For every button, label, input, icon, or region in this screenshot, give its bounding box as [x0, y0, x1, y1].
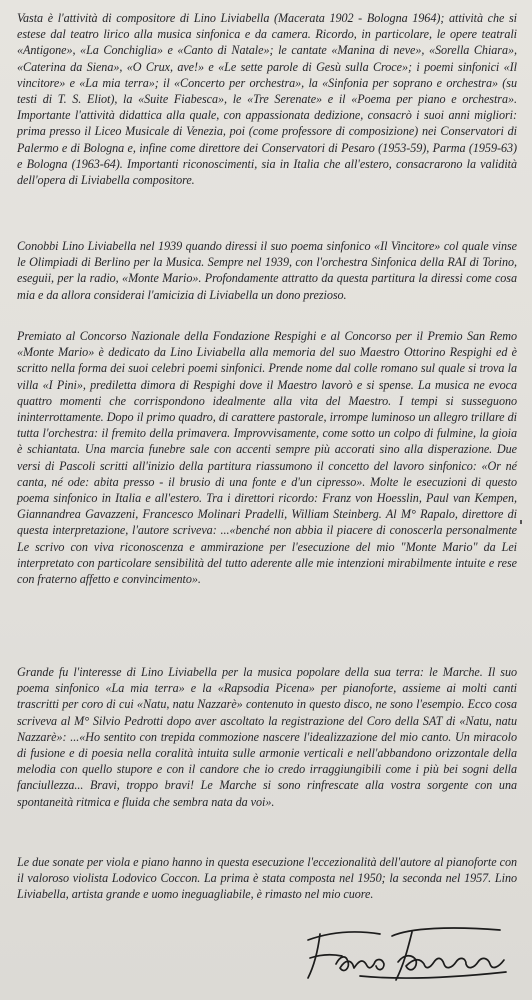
- paragraph-marche-folk-music: Grande fu l'interesse di Lino Liviabella per la musica popolare della sua terra: le Marche. Il suo poema sinfonico «La mia terra» e la «Rapsodia Picena» per pianoforte, assieme ai molti canti trascritti per coro di cui «Natu, natu Nazzarè» contenuto in questo disco, ne sono l'esempio. Ecco cosa scriveva al M° Silvio Pedrotti dopo aver ascoltato la registrazione del Coro della SAT di «Natu, natu Nazzarè»: ...«Ho sentito con trepida commozione nascere l'idealizzazione del mio canto. Un miracolo di fusione e di poesia nella coralità intuita sulle armonie verticali e nell'abbandono orizzontale della melodia con quello stupore e con il candore che io credo irraggiungibili come i più bei sogni della fanciullezza... Bravi, troppo bravi! Le Marche si sono rinfrescate alla vostra sorgente con una spontaneità ritmica e fluida che sembra nata da voi».: [17, 665, 517, 809]
- paragraph-viola-sonatas: Le due sonate per viola e piano hanno in questa esecuzione l'eccezionalità dell'autore al pianoforte con il valoroso violista Lodovico Coccon. La prima è stata composta nel 1950; la seconda nel 1957. Lino Liviabella, artista grande e uomo ineguagliabile, è rimasto nel mio cuore.: [17, 855, 517, 902]
- paragraph-first-meeting: Conobbi Lino Liviabella nel 1939 quando diressi il suo poema sinfonico «Il Vincitore» col quale vinse le Olimpiadi di Berlino per la Musica. Sempre nel 1939, con l'orchestra Sinfonica della RAI di Torino, eseguii, per la radio, «Monte Mario». Profondamente attratto da questa partitura la diressi come cosa mia e da allora considerai l'amicizia di Liviabella un dono prezioso.: [17, 239, 517, 302]
- paper-mark: [520, 520, 522, 524]
- paragraph-biography: Vasta è l'attività di compositore di Lino Liviabella (Macerata 1902 - Bologna 1964); attività che si estese dal teatro lirico alla musica sinfonica e da camera. Ricordo, in particolare, le opere teatrali «Antigone», «La Conchiglia» e «Canto di Natale»; le cantate «Manina di neve», «Sorella Chiara», «Caterina da Siena», «O Crux, ave!» e «Le sette parole di Gesù sulla Croce»; i poemi sinfonici «Il vincitore» e «La mia terra»; il «Concerto per orchestra», la «Sinfonia per soprano e orchestra» (su testi di T. S. Eliot), la «Suite Fiabesca», le «Tre Serenate» e il «Poema per piano e orchestra». Importante l'attività didattica alla quale, con appassionata dedizione, consacrò i suoi anni migliori: prima presso il Liceo Musicale di Venezia, poi (come professore di composizione) nei Conservatori di Palermo e di Bologna e, infine come direttore dei Conservatori di Pesaro (1953-59), Parma (1959-63) e Bologna (1963-64). Importanti riconoscimenti, sia in Italia che all'estero, consacrarono la validità dell'opera di Liviabella compositore.: [17, 11, 517, 188]
- paragraph-monte-mario: Premiato al Concorso Nazionale della Fondazione Respighi e al Concorso per il Premio San Remo «Monte Mario» è dedicato da Lino Liviabella alla memoria del suo Maestro Ottorino Respighi ed è scritto nella forma dei suoi celebri poemi sinfonici. Prende nome dal colle romano sul quale si trova la villa «I Pini», prediletta dimora di Respighi dove il Maestro lavorò e si spense. La musica ne evoca quattro momenti che corrispondono idealmente alla vita del Maestro. I tempi si susseguono ininterrottamente. Dopo il primo quadro, di carattere pastorale, irrompe luminoso un allegro trillare di tutta l'orchestra: il fremito della primavera. Improvvisamente, come sotto un colpo di fulmine, la gioia è schiantata. Una marcia funebre sale con accenti sempre più accorati sino alla disperazione. Due versi di Pascoli scritti all'inizio della partitura riassumono il concetto del lavoro sinfonico: «Or né canta, né ode: abita presso - il brusio di una fonte e d'un cipresso». Molte le esecuzioni di questo poema sinfonico in Italia e all'estero. Tra i direttori ricordo: Franz von Hoesslin, Paul van Kempen, Giannandrea Gavazzeni, Francesco Molinari Pradelli, William Steinberg. Al M° Rapalo, direttore di questa interpretazione, l'autore scriveva: ...«benché non abbia il piacere di conoscerla personalmente Le scrivo con viva riconoscenza e ammirazione per l'esecuzione del mio "Monte Mario" da Lei interpretato con particolare sensibilità del tutto aderente alle mie intenzioni mirabilmente intuite e rese con fraterno affetto e convincimento».: [17, 329, 517, 587]
- handwritten-signature: [300, 918, 520, 988]
